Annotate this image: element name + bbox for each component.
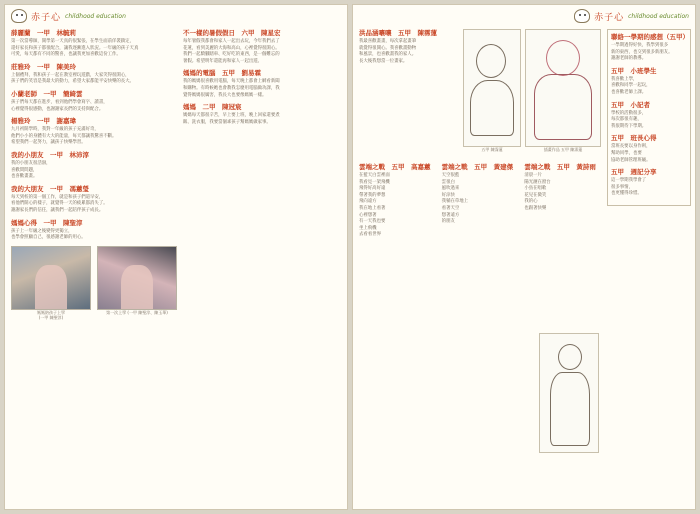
text-line: 心裡覺得很感動，也謝謝家長們的支持與配合。 — [11, 106, 104, 112]
text-line: 喜歡和同學一起玩， — [611, 83, 651, 89]
text-line: 當班長要以身作則， — [611, 144, 651, 150]
right-top-text — [359, 29, 459, 149]
poem-column — [442, 163, 519, 243]
text-line: 希望我們一起努力，讓孩子快樂學習。 — [11, 140, 86, 146]
article-body — [183, 39, 343, 65]
text-line: 謝謝家長們的信任，讓我們一起陪伴孩子成長。 — [11, 207, 104, 213]
brand-title: 赤子心 — [594, 12, 625, 23]
right-col-sections — [611, 33, 687, 198]
poem-section — [359, 163, 436, 239]
brand-subtitle: childhood education — [628, 12, 689, 20]
article-section — [183, 69, 343, 99]
article-title: 媽媽心得 一甲 陳聖淳 — [11, 218, 83, 227]
article-section — [359, 29, 459, 65]
article-body — [11, 161, 177, 181]
poem-title: 雲端之戰 五甲 高嘉蕙 — [359, 163, 431, 171]
article-body — [611, 77, 687, 97]
article-section — [11, 185, 177, 215]
poem-line: 好涼快 — [441, 192, 455, 198]
drawing-anime — [525, 29, 601, 147]
photo-mother-child — [11, 246, 91, 310]
left-header — [5, 5, 347, 27]
poem-section — [442, 163, 519, 226]
article-body — [11, 39, 177, 59]
poem-area — [359, 163, 601, 505]
article-title: 楊雅玲 一甲 謝嘉瑋 — [11, 117, 76, 126]
text-line: 我們一起騎腳踏車、吃好吃的東西，是一個難忘的 — [183, 52, 280, 58]
text-line: 和風景，也喜歡畫我的家人。 — [359, 52, 417, 58]
poem-columns — [359, 163, 601, 243]
drawing-portrait — [463, 29, 521, 147]
text-line: 覺得媽媽很厲害，我長大也要像媽媽一樣。 — [183, 92, 267, 98]
left-col1-sections — [11, 29, 177, 242]
photo-caption-1: 媽媽陪孩子上學 (一甲 陳聖淳) — [37, 309, 65, 320]
poem-line: 帶著我的夢想 — [359, 192, 386, 198]
article-section — [183, 29, 343, 65]
article-title: 聯絡一學期的感想（五甲） — [611, 33, 689, 41]
poem-section — [524, 163, 601, 213]
article-section — [611, 134, 687, 164]
article-section — [611, 33, 687, 63]
poem-title: 雲端之戰 五甲 黃建傑 — [441, 163, 514, 171]
article-title: 五甲 班長心得 — [611, 134, 657, 143]
article-body — [183, 113, 343, 126]
text-line: 每年暑假我都會和家人一起出去玩，今年我們去了 — [183, 39, 280, 44]
article-section — [11, 29, 177, 59]
text-line: 他們小小的身體有大大的能量，每天都讓我驚喜不斷。 — [11, 133, 117, 139]
text-line: 幫助同學，也要 — [611, 150, 642, 156]
poem-line: 我在地上看著 — [359, 205, 386, 211]
photo-row — [11, 246, 177, 320]
article-body — [11, 229, 177, 242]
article-title: 不一樣的暑假假日 六甲 陳星宏 — [183, 29, 281, 37]
poem-line: 飛得好高好遠 — [359, 186, 386, 192]
article-section — [611, 101, 687, 131]
text-line: 我很期待下學期。 — [611, 123, 647, 129]
text-line: 媽媽每天都很辛苦，早上要上班，晚上回家還要煮 — [183, 113, 280, 119]
article-title: 五甲 小記者 — [611, 100, 650, 109]
article-title: 五甲 週記分享 — [611, 168, 657, 177]
text-line: 喜歡問問題， — [11, 167, 38, 173]
text-line: 暑假。希望明年還能再和家人一起出遊。 — [183, 58, 263, 64]
article-title: 洪品涵嚷嚷 五甲 陳霈蓮 — [359, 29, 437, 37]
text-line: 和購物。有時候她也會教我怎麼用電腦做功課，我 — [183, 85, 280, 91]
text-line: 孩子們的笑容是我最大的動力，希望大家都能平安快樂的長大。 — [11, 79, 134, 85]
poem-line: 也跟著快樂 — [524, 205, 547, 211]
poem-line: 花兒在微笑 — [524, 192, 547, 198]
text-line: 花蓮，看到美麗的大海和高山，心裡覺得很開心。 — [183, 45, 280, 51]
poem-line: 有一天我也要 — [359, 219, 386, 225]
drawing-2-block — [525, 29, 601, 159]
drawing-caption-2: 插畫作品 五甲 陳霈蓮 — [543, 147, 583, 152]
drawing-1-block — [463, 29, 521, 159]
poem-line: 我躺在草地上 — [441, 199, 469, 205]
brand-subtitle: childhood education — [65, 12, 126, 20]
poem-line: 小鳥在唱歌 — [524, 186, 547, 192]
photo-caption-2: 第一次上學 (一甲 陳聖淳、陳玉華) — [106, 309, 168, 315]
right-page — [352, 4, 696, 510]
text-line: 很多事情， — [611, 184, 633, 190]
text-line: 長大後我想當一位畫家。 — [359, 58, 408, 64]
poem-body — [442, 173, 519, 226]
brand-title: 赤子心 — [31, 12, 62, 23]
article-title: 我的大朋友 一甲 馮蕙瑩 — [11, 184, 89, 193]
poem-body — [359, 173, 436, 239]
mascot-icon — [574, 9, 590, 23]
mascot-icon — [11, 9, 27, 23]
left-page — [4, 4, 348, 510]
left-column-1 — [11, 29, 177, 505]
poem-line: 清晨一片 — [524, 173, 542, 178]
text-line: 就覺得很開心。我喜歡畫動物 — [359, 45, 417, 51]
right-top-sections — [359, 29, 459, 65]
article-section — [611, 67, 687, 97]
article-section — [11, 90, 177, 113]
text-line: 學校的活動很多， — [611, 110, 647, 116]
poem-line: 坐上飛機 — [359, 225, 377, 231]
text-line: 飯、洗衣服，我要當個乖孩子幫媽媽做家事。 — [183, 119, 271, 125]
text-line: 每天到校的第一個工作，就是和孩子們道早安， — [11, 194, 104, 200]
text-line: 九月初開學時，我對一年級的孩子充滿好奇， — [11, 127, 99, 133]
article-body — [611, 111, 687, 131]
poem-column — [524, 163, 601, 243]
text-line: 也喜歡老師上課。 — [611, 89, 647, 95]
article-section — [11, 151, 177, 181]
poem-body — [524, 173, 601, 213]
poem-title: 雲端之戰 五甲 黃詩雨 — [524, 163, 596, 171]
text-line: 孩子們每天都在進步，看到他們學會寫字、讀書， — [11, 99, 108, 105]
article-section — [11, 63, 177, 86]
poem-line: 我看見一架飛機 — [359, 179, 390, 185]
article-title: 五甲 小班學生 — [611, 66, 657, 75]
photo-first-day — [97, 246, 177, 310]
text-line: 謝謝老師的教導。 — [611, 56, 647, 62]
article-body — [183, 79, 343, 99]
left-column-2 — [183, 29, 343, 505]
text-line: 也學會照顧自己，很感謝老師的用心。 — [11, 235, 86, 241]
drawing-figure — [539, 333, 599, 453]
right-column — [607, 29, 691, 505]
text-line: 第一次當導師，開學第一天真的很緊張，在學生面前佯裝鎮定， — [11, 39, 134, 44]
article-section — [611, 168, 687, 198]
poem-line: 的朋友 — [441, 219, 455, 225]
article-body — [359, 39, 459, 65]
text-line: 還好家長和孩子都很配合，讓我逐漸進入狀況。一年級的孩子天真 — [11, 45, 139, 51]
poem-line: 想著遠方 — [441, 212, 460, 218]
text-line: 每次都很有趣， — [611, 117, 642, 123]
poem-line: 去看看世界 — [359, 232, 381, 238]
text-line: 可愛，每天都有不同的驚喜，也讓我更加喜歡這份工作。 — [11, 52, 121, 58]
article-body — [611, 43, 687, 63]
text-line: 我的媽媽很喜歡用電腦，每天晚上都會上網看新聞 — [183, 79, 280, 85]
article-body — [11, 100, 177, 113]
article-section — [11, 117, 177, 147]
text-line: 新的東西，也交到很多新朋友。 — [611, 49, 673, 55]
article-title: 媽媽的電腦 五甲 劉易霖 — [183, 69, 261, 78]
right-header — [353, 5, 695, 27]
poem-column — [359, 163, 436, 243]
poem-line: 心裡想著 — [359, 212, 377, 218]
article-title: 薛麗蘭 一甲 林毓莉 — [11, 29, 76, 37]
text-line: 我最喜歡畫畫，每次拿起畫筆 — [359, 39, 417, 44]
text-line: 也喜歡畫畫。 — [11, 174, 38, 180]
photo-block-2 — [97, 246, 177, 320]
text-line: 這一學期我學會了 — [611, 178, 647, 184]
poem-line: 我的心 — [524, 199, 538, 205]
article-body — [611, 178, 687, 198]
poem-line: 陽光灑在窗台 — [524, 179, 551, 185]
poem-line: 在藍天白雲裡面 — [359, 173, 390, 178]
article-title: 莊雅玲 一甲 陳美玲 — [11, 62, 76, 71]
text-line: 我的小朋友很活潑， — [11, 160, 51, 166]
article-section — [183, 103, 343, 126]
poem-line: 看著天空 — [441, 205, 460, 211]
left-col2-sections — [183, 29, 343, 126]
article-body — [11, 127, 177, 147]
text-line: 協助老師管理班級。 — [611, 157, 651, 163]
text-line: 一學期過得好快，我學到很多 — [611, 43, 669, 48]
poem-line: 風吹過來 — [441, 186, 460, 192]
article-body — [611, 144, 687, 164]
photo-block-1 — [11, 246, 91, 320]
poem-line: 雲很白 — [441, 179, 455, 185]
text-line: 也更懂得珍惜。 — [611, 191, 642, 197]
text-line: 看他們開心的樣子，就覺得一天的疲累都消失了。 — [11, 201, 108, 207]
text-line: 我喜歡上學， — [611, 76, 638, 82]
article-title: 我的小朋友 一甲 林沛淳 — [11, 150, 89, 159]
text-line: 上個禮拜，我和孩子一起在教室裡玩遊戲，大家笑得很開心， — [11, 72, 130, 78]
article-title: 媽媽 二甲 陳冠宸 — [183, 103, 242, 112]
text-line: 孩子上一年級之後變得更獨立， — [11, 228, 73, 234]
right-column-box — [607, 29, 691, 206]
article-title: 小蘭老師 一甲 簡綺雲 — [11, 89, 83, 98]
drawing-caption-1: 五甲 陳霈蓮 — [481, 147, 503, 152]
poem-line: 天空很藍 — [441, 173, 460, 178]
poem-line: 飛向遠方 — [359, 199, 377, 205]
article-body — [11, 73, 177, 86]
article-section — [11, 219, 177, 242]
article-body — [11, 195, 177, 215]
